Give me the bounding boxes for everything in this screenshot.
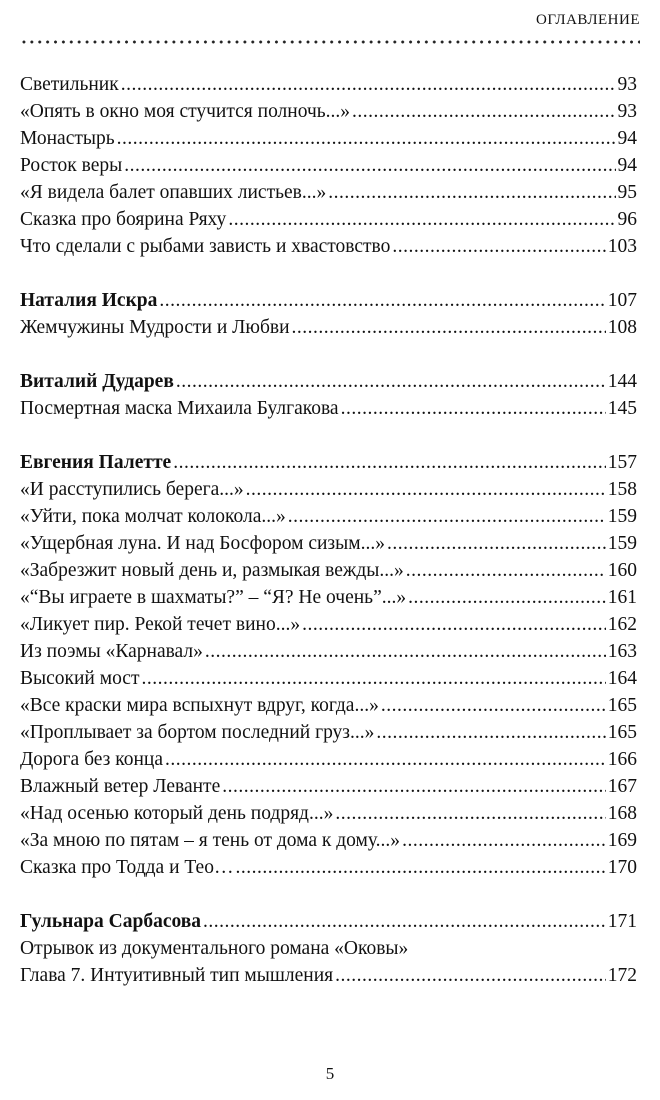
dot-leader — [246, 476, 606, 503]
toc-entry-page: 144 — [607, 371, 637, 392]
toc-entry-title: «И расступились берега...» — [20, 479, 244, 500]
toc-entry-page: 107 — [607, 290, 637, 311]
toc-entry-page: 157 — [607, 452, 637, 473]
dot-leader — [222, 773, 606, 800]
dot-leader — [392, 233, 605, 260]
toc-entry[interactable] — [20, 152, 637, 179]
toc-entry-page: 160 — [607, 560, 637, 581]
toc-entry[interactable] — [20, 395, 637, 422]
toc-author[interactable] — [20, 908, 637, 935]
toc-entry-page: 103 — [607, 236, 637, 257]
toc-entry-title: «Проплывает за бортом последний груз...» — [20, 722, 375, 743]
toc-entry[interactable] — [20, 71, 637, 98]
toc-entry-page: 108 — [607, 317, 637, 338]
section-gap — [20, 881, 637, 908]
toc-entry-page: 167 — [607, 776, 637, 797]
toc-entry-page: 162 — [607, 614, 637, 635]
toc-entry-title: «Над осенью который день подряд...» — [20, 803, 334, 824]
toc-entry-page: 159 — [607, 533, 637, 554]
toc-entry-title: «Ликует пир. Рекой течет вино...» — [20, 614, 301, 635]
section-gap — [20, 422, 637, 449]
toc-entry-title: Из поэмы «Карнавал» — [20, 641, 203, 662]
toc-entry[interactable] — [20, 476, 637, 503]
toc-entry-title: Жемчужины Мудрости и Любви — [20, 317, 290, 338]
toc-entry[interactable] — [20, 800, 637, 827]
toc-entry-page: 163 — [607, 641, 637, 662]
dot-leader — [124, 152, 615, 179]
toc-author-name: Наталия Искра — [20, 290, 158, 311]
toc-entry[interactable] — [20, 827, 637, 854]
toc-author-name: Гульнара Сарбасова — [20, 911, 202, 932]
toc-entry-title: Светильник — [20, 74, 119, 95]
toc-entry-page: 159 — [607, 506, 637, 527]
toc-entry[interactable] — [20, 746, 637, 773]
dotted-rule — [20, 40, 640, 44]
toc-entry[interactable] — [20, 179, 637, 206]
toc-entry-page: 93 — [617, 101, 637, 122]
toc-entry[interactable] — [20, 125, 637, 152]
toc-entry-title: «Ущербная луна. И над Босфором сизым...» — [20, 533, 385, 554]
toc-entry[interactable] — [20, 206, 637, 233]
dot-leader — [228, 206, 615, 233]
dot-leader — [173, 449, 606, 476]
dot-leader — [335, 800, 605, 827]
toc-entry-title: Росток веры — [20, 155, 123, 176]
dot-leader — [335, 962, 606, 989]
toc-entry[interactable] — [20, 854, 637, 881]
toc-entry-title: Что сделали с рыбами зависть и хвастовство — [20, 236, 391, 257]
dot-leader — [117, 125, 616, 152]
dot-leader — [387, 530, 606, 557]
section-gap — [20, 341, 637, 368]
table-of-contents — [20, 71, 637, 989]
toc-entry-page: 165 — [607, 722, 637, 743]
toc-entry-title: Дорога без конца — [20, 749, 163, 770]
toc-entry[interactable] — [20, 692, 637, 719]
dot-leader — [235, 854, 605, 881]
toc-entry[interactable] — [20, 314, 637, 341]
toc-entry[interactable] — [20, 98, 637, 125]
dot-leader — [176, 368, 606, 395]
running-title: ОГЛАВЛЕНИЕ — [536, 12, 640, 28]
toc-entry[interactable] — [20, 773, 637, 800]
toc-author[interactable] — [20, 449, 637, 476]
dot-leader — [165, 746, 606, 773]
toc-entry-page: 161 — [607, 587, 637, 608]
dot-leader — [408, 584, 606, 611]
toc-section-note: Отрывок из документального романа «Оковы» — [20, 938, 409, 959]
dot-leader — [406, 557, 606, 584]
dot-leader — [292, 314, 606, 341]
dot-leader — [203, 908, 606, 935]
toc-entry-page: 168 — [607, 803, 637, 824]
toc-entry-page: 171 — [607, 911, 637, 932]
dot-leader — [302, 611, 606, 638]
toc-entry-page: 169 — [607, 830, 637, 851]
toc-entry-title: «Уйти, пока молчат колокола...» — [20, 506, 286, 527]
toc-author-name: Виталий Дударев — [20, 371, 174, 392]
dot-leader — [328, 179, 615, 206]
toc-author[interactable] — [20, 368, 637, 395]
toc-entry[interactable] — [20, 530, 637, 557]
dot-leader — [402, 827, 606, 854]
toc-entry-title: Сказка про Тодда и Тео… — [20, 857, 234, 878]
toc-entry-title: «Я видела балет опавших листьев...» — [20, 182, 327, 203]
toc-entry[interactable] — [20, 719, 637, 746]
toc-entry-title: «Опять в окно моя стучится полночь...» — [20, 101, 351, 122]
toc-entry-title: «За мною по пятам – я тень от дома к дому...» — [20, 830, 401, 851]
toc-entry[interactable] — [20, 611, 637, 638]
dot-leader — [352, 98, 615, 125]
dot-leader — [381, 692, 606, 719]
page-number: 5 — [325, 1064, 335, 1083]
toc-author[interactable] — [20, 287, 637, 314]
toc-entry[interactable] — [20, 638, 637, 665]
toc-entry-title: Глава 7. Интуитивный тип мышления — [20, 965, 334, 986]
toc-entry-page: 94 — [617, 128, 637, 149]
toc-entry-page: 94 — [617, 155, 637, 176]
toc-entry[interactable] — [20, 665, 637, 692]
toc-entry-title: Влажный ветер Леванте — [20, 776, 221, 797]
toc-entry-page: 170 — [607, 857, 637, 878]
toc-entry-page: 166 — [607, 749, 637, 770]
toc-entry-page: 158 — [607, 479, 637, 500]
toc-entry-page: 172 — [607, 965, 637, 986]
toc-entry-title: Высокий мост — [20, 668, 140, 689]
toc-author-name: Евгения Палетте — [20, 452, 172, 473]
toc-entry-title: Посмертная маска Михаила Булгакова — [20, 398, 339, 419]
dot-leader — [121, 71, 616, 98]
toc-entry[interactable] — [20, 962, 637, 989]
toc-entry[interactable] — [20, 233, 637, 260]
toc-entry-title: Сказка про боярина Ряху — [20, 209, 227, 230]
dot-leader — [376, 719, 605, 746]
section-gap — [20, 260, 637, 287]
dot-leader — [142, 665, 606, 692]
toc-entry-page: 96 — [617, 209, 637, 230]
toc-entry-page: 93 — [617, 74, 637, 95]
toc-entry-title: Монастырь — [20, 128, 115, 149]
toc-entry-title: «Все краски мира вспыхнут вдруг, когда...» — [20, 695, 379, 716]
dot-leader — [159, 287, 605, 314]
toc-entry-page: 145 — [607, 398, 637, 419]
toc-entry[interactable] — [20, 557, 637, 584]
toc-entry-title: «“Вы играете в шахматы?” – “Я? Не очень”...» — [20, 587, 407, 608]
dot-leader — [288, 503, 606, 530]
dot-leader — [341, 395, 606, 422]
toc-entry[interactable] — [20, 584, 637, 611]
toc-entry[interactable] — [20, 503, 637, 530]
toc-entry-page: 165 — [607, 695, 637, 716]
toc-entry-page: 164 — [607, 668, 637, 689]
dot-leader — [205, 638, 606, 665]
toc-entry-page: 95 — [617, 182, 637, 203]
toc-entry-title: «Забрезжит новый день и, размыкая вежды...» — [20, 560, 404, 581]
